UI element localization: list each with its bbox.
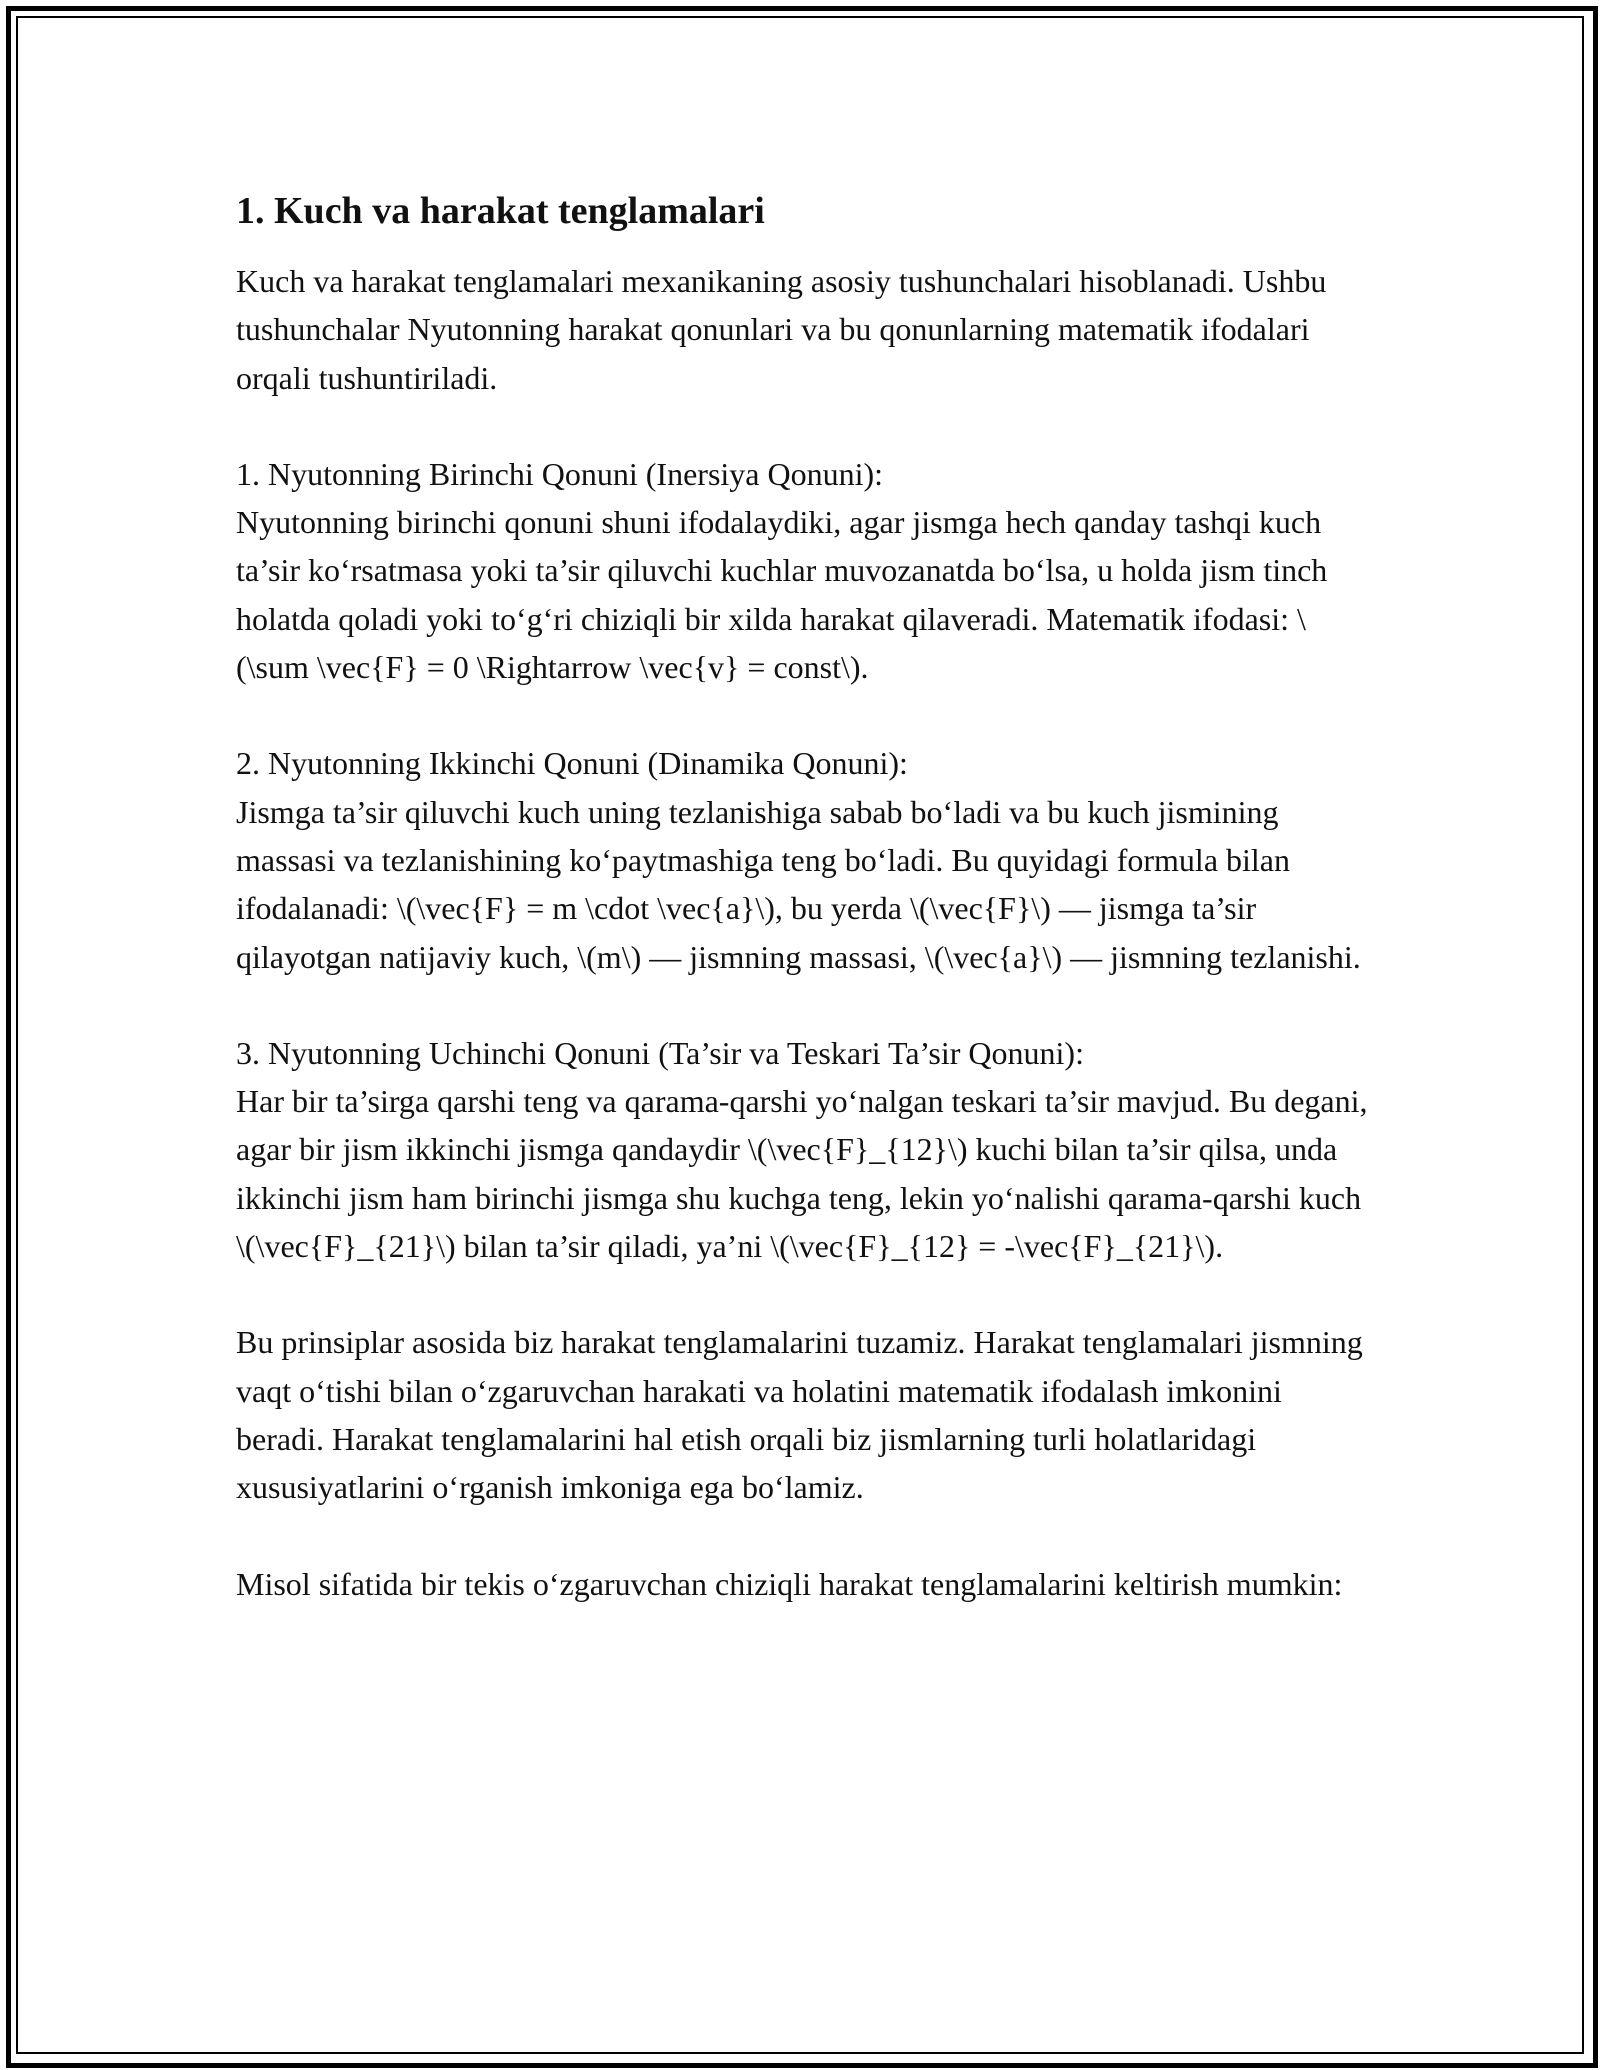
law-1-text: Nyutonning birinchi qonuni shuni ifodalaydiki, agar jismga hech qanday tashqi kuch ta’sir ko‘rsatmasa yoki ta’sir qiluvchi kuchlar muvozanatda bo‘lsa, u holda jism tinch holatda qoladi yoki to‘g‘ri chiziqli bir xilda harakat qilaveradi. Matematik ifodasi: \(\sum \vec{F} = 0 \Rightarrow \vec{v} = const\).	[236, 504, 1328, 686]
example-paragraph: Misol sifatida bir tekis o‘zgaruvchan chiziqli harakat tenglamalarini keltirish mumkin:	[236, 1565, 1343, 1602]
law-1-paragraph	[236, 450, 1376, 691]
section-heading: 1. Kuch va harakat tenglamalari	[236, 190, 765, 232]
document-body	[236, 185, 1376, 1656]
law-2-title: 2. Nyutonning Ikkinchi Qonuni (Dinamika Qonuni):	[236, 745, 908, 782]
law-2-text: Jismga ta’sir qiluvchi kuch uning tezlanishiga sabab bo‘ladi va bu kuch jismining massasi va tezlanishining ko‘paytmashiga teng bo‘ladi. Bu quyidagi formula bilan ifodalanadi: \(\vec{F} = m \cdot \vec{a}\), bu yerda \(\vec{F}\) — jismga ta’sir qilayotgan natijaviy kuch, \(m\) — jismning massasi, \(\vec{a}\) — jismning tezlanishi.	[236, 793, 1361, 975]
law-1-title: 1. Nyutonning Birinchi Qonuni (Inersiya Qonuni):	[236, 455, 884, 492]
law-2-paragraph	[236, 739, 1376, 980]
law-3-title: 3. Nyutonning Uchinchi Qonuni (Ta’sir va Teskari Ta’sir Qonuni):	[236, 1034, 1084, 1071]
intro-paragraph: Kuch va harakat tenglamalari mexanikaning asosiy tushunchalari hisoblanadi. Ushbu tushunchalar Nyutonning harakat qonunlari va bu qonunlarning matematik ifodalari orqali tushuntiriladi.	[236, 263, 1327, 396]
summary-paragraph: Bu prinsiplar asosida biz harakat tenglamalarini tuzamiz. Harakat tenglamalari jismning vaqt o‘tishi bilan o‘zgaruvchan harakati va holatini matematik ifodalash imkonini beradi. Harakat tenglamalarini hal etish orqali biz jismlarning turli holatlaridagi xususiyatlarini o‘rganish imkoniga ega bo‘lamiz.	[236, 1324, 1363, 1506]
law-3-text: Har bir ta’sirga qarshi teng va qarama-qarshi yo‘nalgan teskari ta’sir mavjud. Bu degani, agar bir jism ikkinchi jismga qandaydir \(\vec{F}_{12}\) kuchi bilan ta’sir qilsa, unda ikkinchi jism ham birinchi jismga shu kuchga teng, lekin yo‘nalishi qarama-qarshi kuch \(\vec{F}_{21}\) bilan ta’sir qiladi, ya’ni \(\vec{F}_{12} = -\vec{F}_{21}\).	[236, 1083, 1368, 1265]
law-3-paragraph	[236, 1029, 1376, 1270]
